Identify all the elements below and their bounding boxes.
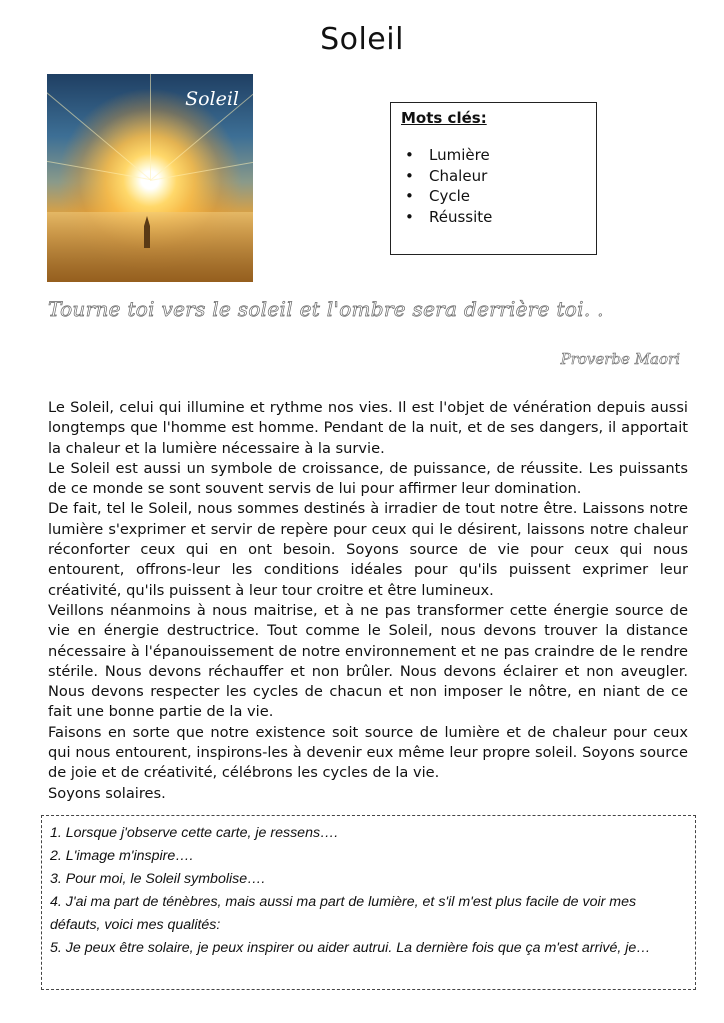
paragraph: Soyons solaires.	[48, 784, 166, 802]
sun-ray	[150, 74, 151, 180]
sun-photo	[47, 74, 253, 282]
keyword-item: • Réussite	[401, 207, 586, 228]
paragraph: Le Soleil, celui qui illumine et rythme nos vies. Il est l'objet de vénération depuis aussi longtemps que l'homme est homme. Pendant de la nuit, et de ses dangers, il apportait la chaleur et la lumière nécessaire à la survie.	[48, 399, 688, 457]
keywords-title: Mots clés:	[401, 109, 487, 127]
keyword-item: • Chaleur	[401, 166, 586, 187]
paragraph: Faisons en sorte que notre existence soit source de lumière et de chaleur pour ceux qui nous entourent, inspirons-les à devenir eux même leur propre soleil. Soyons source de joie et de créativité, célébrons les cycles de la vie.	[48, 723, 688, 782]
question-item: 2. L'image m'inspire….	[50, 848, 194, 864]
paragraph: Veillons néanmoins à nous maitrise, et à ne pas transformer cette énergie source de vie en énergie destructrice. Tout comme le Soleil, nous devons trouver la distance nécessaire à l'épanouissement de notre environnement et ne pas craindre de le rendre stérile. Nous devons réchauffer et non brûler. Nous devons éclairer et non aveugler. Nous devons respecter les cycles de chacun et non imposer le nôtre, en niant de ce fait une bonne partie de la vie.	[48, 601, 688, 721]
quote-text: Tourne toi vers le soleil et l'ombre sera derrière toi. .	[48, 297, 604, 321]
question-item: 1. Lorsque j'observe cette carte, je ressens….	[50, 825, 339, 841]
photo-label: Soleil	[185, 88, 239, 110]
question-item: 4. J'ai ma part de ténèbres, mais aussi ma part de lumière, et s'il m'est plus facile de voir mes défauts, voici mes qualités:	[50, 894, 637, 933]
sun-ray	[47, 83, 151, 180]
church-tower	[144, 226, 150, 248]
keywords-list	[401, 145, 586, 227]
keyword-item: • Cycle	[401, 186, 586, 207]
keyword-item: • Lumière	[401, 145, 586, 166]
body-text	[48, 398, 688, 804]
keywords-box	[390, 102, 597, 255]
paragraph: De fait, tel le Soleil, nous sommes destinés à irradier de tout notre être. Laissons notre lumière s'exprimer et servir de repère pour ceux qui le désirent, laissons notre chaleur réconforter ceux qui en ont besoin. Soyons source de vie pour ceux qui nous entourent, offrons-leur les conditions idéales pour qu'ils puissent exprimer leur créativité, qu'ils puissent à leur tour croitre et être lumineux.	[48, 500, 688, 599]
question-item: 5. Je peux être solaire, je peux inspirer ou aider autrui. La dernière fois que ça m'est arrivé, je…	[50, 940, 651, 956]
question-item: 3. Pour moi, le Soleil symbolise….	[50, 871, 266, 887]
page-title: Soleil	[320, 22, 404, 57]
questions-box	[41, 815, 696, 990]
paragraph: Le Soleil est aussi un symbole de croissance, de puissance, de réussite. Les puissants de ce monde se sont souvent servis de lui pour affirmer leur domination.	[48, 459, 688, 498]
fog-landscape	[47, 212, 253, 282]
quote-author: Proverbe Maori	[560, 350, 680, 368]
